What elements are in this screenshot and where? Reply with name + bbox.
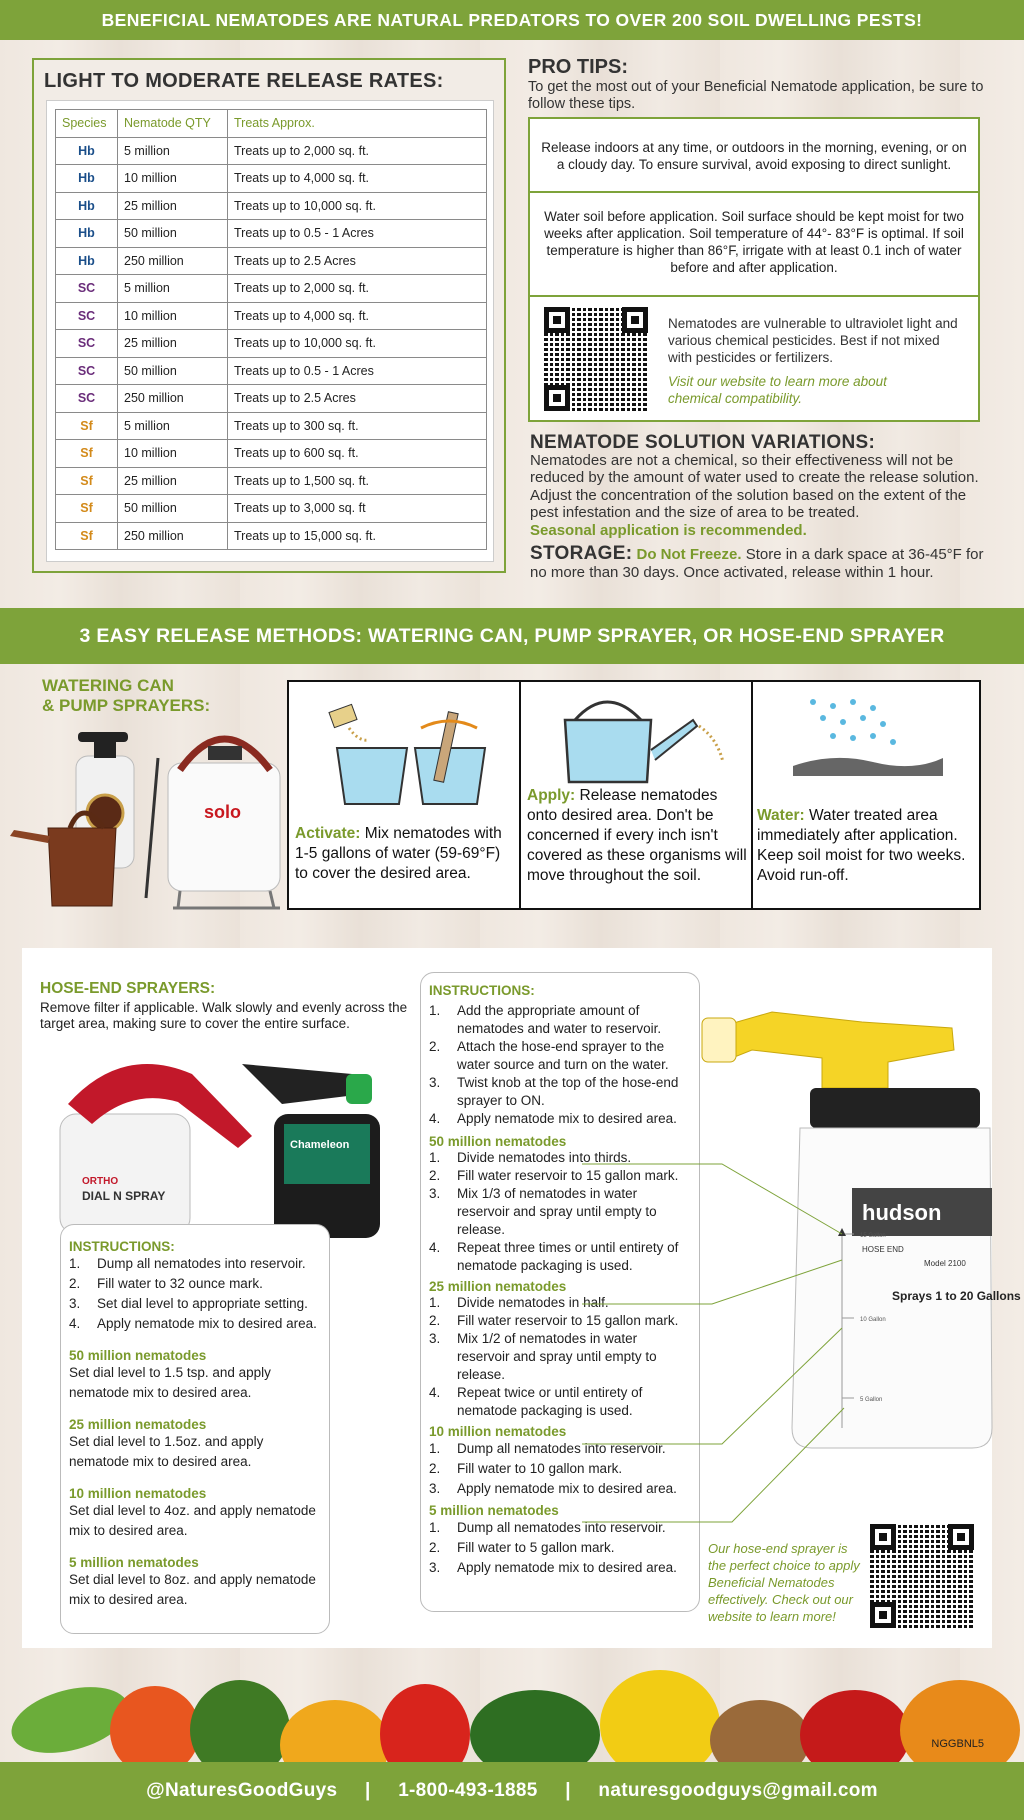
- qty-cell: 25 million: [118, 330, 228, 358]
- treats-cell: Treats up to 0.5 - 1 Acres: [228, 357, 487, 385]
- list-item-text: Fill water reservoir to 15 gallon mark.: [457, 1313, 679, 1328]
- s5-title: 5 million nematodes: [429, 1503, 559, 1518]
- seasonal-note: Seasonal application is recommended.: [530, 521, 807, 539]
- product-code: NGGBNL5: [931, 1738, 984, 1750]
- list-item: 3. Apply nematode mix to desired area.: [429, 1481, 677, 1496]
- ortho-name: DIAL N SPRAY: [82, 1189, 166, 1203]
- table-row: [56, 165, 487, 193]
- dial-section-text: Set dial level to 4oz. and apply nematode mix to desired area.: [69, 1503, 316, 1538]
- chameleon-name: Chameleon: [290, 1139, 350, 1151]
- list-item-text: Fill water reservoir to 15 gallon mark.: [457, 1168, 679, 1183]
- hudson-instructions-title: INSTRUCTIONS:: [429, 983, 535, 998]
- solo-logo: solo: [204, 802, 242, 822]
- species-cell: Hb: [56, 192, 118, 220]
- qty-cell: 5 million: [118, 412, 228, 440]
- top-banner-text: BENEFICIAL NEMATODES ARE NATURAL PREDATORS TO OVER 200 SOIL DWELLING PESTS!: [101, 10, 923, 30]
- qr-code-icon[interactable]: [544, 307, 648, 411]
- qty-cell: 50 million: [118, 495, 228, 523]
- species-cell: Hb: [56, 247, 118, 275]
- table-row: [56, 412, 487, 440]
- list-item: 3. Set dial level to appropriate setting.: [69, 1296, 308, 1311]
- hudson-sprays: Sprays 1 to 20 Gallons: [892, 1289, 1021, 1303]
- species-cell: SC: [56, 330, 118, 358]
- list-item-text: Dump all nematodes into reservoir.: [457, 1520, 666, 1535]
- list-item: 2. Fill water to 5 gallon mark.: [429, 1540, 615, 1555]
- species-cell: Sf: [56, 522, 118, 550]
- table-row: [56, 522, 487, 550]
- water-text: Water treated area immediately after application. Keep soil moist for two weeks. Avoid run-off.: [757, 807, 966, 884]
- storage-warning: Do Not Freeze.: [636, 546, 742, 563]
- tip-water-soil: Water soil before application. Soil surface should be kept moist for two weeks after application. Soil temperature of 44°- 83°F is optimal. If soil temperature is higher than 86°F, irrigate with at least 0.1 inch of water before and after application.: [544, 209, 964, 275]
- hose-sprayers-image: [52, 1044, 412, 1244]
- buckets-mix-icon: [319, 692, 499, 812]
- hudson-model: Model 2100: [924, 1259, 966, 1268]
- dial-instructions-title: INSTRUCTIONS:: [69, 1239, 175, 1254]
- pro-tips-header: [528, 56, 988, 113]
- list-item-text: Add the appropriate amount of nematodes and water to reservoir.: [457, 1003, 662, 1036]
- species-cell: SC: [56, 385, 118, 413]
- watering-title-line1: WATERING CAN: [42, 676, 174, 695]
- release-steps-box: [287, 680, 981, 910]
- table-row: [56, 495, 487, 523]
- qty-cell: 10 million: [118, 302, 228, 330]
- pro-tips-title: PRO TIPS:: [528, 56, 629, 78]
- species-cell: Sf: [56, 412, 118, 440]
- dial-instructions-box: [60, 1224, 330, 1634]
- leader-lines: [582, 1148, 852, 1528]
- list-item-text: Dump all nematodes into reservoir.: [97, 1256, 306, 1271]
- species-cell: SC: [56, 302, 118, 330]
- vegetables-image: [0, 1650, 1024, 1762]
- footer-email[interactable]: naturesgoodguys@gmail.com: [598, 1780, 878, 1801]
- pro-tips-intro: To get the most out of your Beneficial Nematode application, be sure to follow these tips.: [528, 79, 984, 112]
- qty-cell: 10 million: [118, 440, 228, 468]
- species-cell: SC: [56, 357, 118, 385]
- table-row: [56, 275, 487, 303]
- dial-section-title: 10 million nematodes: [69, 1486, 207, 1501]
- list-item-text: Repeat twice or until entirety of nematode packaging is used.: [457, 1385, 643, 1418]
- chemical-compat-link[interactable]: Visit our website to learn more about chemical compatibility.: [668, 374, 887, 406]
- list-item-text: Fill water to 32 ounce mark.: [97, 1276, 263, 1291]
- footer-separator: |: [565, 1780, 571, 1801]
- species-cell: Sf: [56, 495, 118, 523]
- list-item-text: Apply nematode mix to desired area.: [457, 1560, 677, 1575]
- list-item: 4. Apply nematode mix to desired area.: [69, 1316, 317, 1331]
- species-cell: Sf: [56, 467, 118, 495]
- treats-cell: Treats up to 4,000 sq. ft.: [228, 165, 487, 193]
- species-cell: SC: [56, 275, 118, 303]
- list-item: 1. Divide nematodes in half.: [429, 1295, 609, 1310]
- water-desc: [757, 806, 977, 886]
- qty-cell: 250 million: [118, 522, 228, 550]
- hose-title: HOSE-END SPRAYERS:: [40, 980, 216, 997]
- table-row: [56, 330, 487, 358]
- table-row: [56, 467, 487, 495]
- footer-handle[interactable]: @NaturesGoodGuys: [146, 1780, 338, 1801]
- release-rates-title: LIGHT TO MODERATE RELEASE RATES:: [44, 70, 444, 92]
- list-item: 2. Attach the hose-end sprayer to the water source and turn on the water.: [429, 1039, 669, 1072]
- treats-cell: Treats up to 1,500 sq. ft.: [228, 467, 487, 495]
- list-item-text: Attach the hose-end sprayer to the water source and turn on the water.: [457, 1039, 669, 1072]
- list-item: 1. Add the appropriate amount of nematodes and water to reservoir.: [429, 1003, 662, 1036]
- table-row: [56, 302, 487, 330]
- list-item-text: Apply nematode mix to desired area.: [97, 1316, 317, 1331]
- treats-cell: Treats up to 300 sq. ft.: [228, 412, 487, 440]
- methods-banner: [0, 608, 1024, 664]
- storage-body: Store in a dark space at 36-45°F for no more than 30 days. Once activated, release within 1 hour.: [530, 546, 984, 581]
- qty-cell: 5 million: [118, 275, 228, 303]
- dial-section-text: Set dial level to 1.5oz. and apply nematode mix to desired area.: [69, 1434, 264, 1469]
- treats-cell: Treats up to 3,000 sq. ft: [228, 495, 487, 523]
- qr-code-icon[interactable]: [870, 1524, 974, 1628]
- dial-section: [69, 1348, 321, 1403]
- methods-banner-text: 3 EASY RELEASE METHODS: WATERING CAN, PUMP SPRAYER, OR HOSE-END SPRAYER: [79, 625, 945, 647]
- qty-cell: 250 million: [118, 247, 228, 275]
- mark-5: 5 Gallon: [860, 1397, 883, 1403]
- tip-divider: [530, 191, 978, 193]
- qty-cell: 50 million: [118, 357, 228, 385]
- species-cell: Hb: [56, 220, 118, 248]
- hudson-brand: hudson: [862, 1200, 942, 1225]
- list-item-text: Fill water to 10 gallon mark.: [457, 1461, 623, 1476]
- watering-title: [42, 676, 210, 716]
- list-item: 4. Repeat three times or until entirety of nematode packaging is used.: [429, 1240, 679, 1273]
- table-row: [56, 220, 487, 248]
- qty-cell: 250 million: [118, 385, 228, 413]
- dial-section: [69, 1417, 321, 1472]
- activate-label: Activate:: [295, 825, 361, 842]
- table-row: [56, 440, 487, 468]
- treats-cell: Treats up to 2,000 sq. ft.: [228, 137, 487, 165]
- list-item: 2. Fill water to 10 gallon mark.: [429, 1461, 623, 1476]
- tip-release-time: Release indoors at any time, or outdoors in the morning, evening, or on a cloudy day. To ensure survival, avoid exposing to direct sunlight.: [541, 140, 967, 172]
- s50-title: 50 million nematodes: [429, 1134, 567, 1149]
- step-apply: [521, 682, 753, 908]
- treats-cell: Treats up to 4,000 sq. ft.: [228, 302, 487, 330]
- list-item-text: Fill water to 5 gallon mark.: [457, 1540, 615, 1555]
- tip-divider: [530, 295, 978, 297]
- ortho-brand: ORTHO: [82, 1176, 119, 1187]
- list-item-text: Divide nematodes in half.: [457, 1295, 609, 1310]
- list-item-text: Mix 1/3 of nematodes in water reservoir and spray until empty to release.: [457, 1186, 657, 1237]
- dial-section-title: 25 million nematodes: [69, 1417, 207, 1432]
- pro-tips-box: [528, 117, 980, 422]
- dial-section-title: 50 million nematodes: [69, 1348, 207, 1363]
- treats-cell: Treats up to 2,000 sq. ft.: [228, 275, 487, 303]
- list-item: 3. Mix 1/2 of nematodes in water reservoir and spray until empty to release.: [429, 1331, 657, 1382]
- treats-cell: Treats up to 0.5 - 1 Acres: [228, 220, 487, 248]
- storage-block: [530, 545, 992, 581]
- watering-title-line2: & PUMP SPRAYERS:: [42, 696, 211, 715]
- species-cell: Hb: [56, 165, 118, 193]
- treats-cell: Treats up to 2.5 Acres: [228, 385, 487, 413]
- step-water: [753, 682, 979, 908]
- table-row: [56, 357, 487, 385]
- solution-variations: [530, 434, 992, 581]
- col-qty: Nematode QTY: [118, 110, 228, 138]
- table-header-row: [56, 110, 487, 138]
- list-item: 4. Repeat twice or until entirety of nematode packaging is used.: [429, 1385, 643, 1418]
- list-item-text: Twist knob at the top of the hose-end sprayer to ON.: [457, 1075, 679, 1108]
- footer-separator: |: [364, 1780, 371, 1801]
- mark-15: 15 Gallon: [860, 1233, 886, 1239]
- hose-intro: Remove filter if applicable. Walk slowly and evenly across the target area, making sure to cover the entire surface.: [40, 1000, 408, 1031]
- apply-desc: [527, 786, 749, 886]
- release-rates-table-wrap: [46, 100, 494, 562]
- col-treats: Treats Approx.: [228, 110, 487, 138]
- hose-end-panel: [22, 948, 1021, 1648]
- treats-cell: Treats up to 2.5 Acres: [228, 247, 487, 275]
- step-activate: [289, 682, 521, 908]
- s10-title: 10 million nematodes: [429, 1424, 567, 1439]
- hudson-steps-list: [429, 1002, 691, 1128]
- apply-label: Apply:: [527, 787, 576, 804]
- list-item: 1. Divide nematodes into thirds.: [429, 1150, 632, 1165]
- list-item: 1. Dump all nematodes into reservoir.: [69, 1256, 306, 1271]
- qty-cell: 25 million: [118, 192, 228, 220]
- release-rates-table: [55, 109, 487, 550]
- dial-steps-list: [69, 1254, 321, 1334]
- sprayer-products-image: [8, 718, 288, 918]
- mark-10: 10 Gallon: [860, 1317, 886, 1323]
- table-row: [56, 137, 487, 165]
- list-item-text: Set dial level to appropriate setting.: [97, 1296, 308, 1311]
- dial-section-text: Set dial level to 1.5 tsp. and apply nematode mix to desired area.: [69, 1365, 271, 1400]
- list-item-text: Dump all nematodes into reservoir.: [457, 1441, 666, 1456]
- list-item: 3. Mix 1/3 of nematodes in water reservoir and spray until empty to release.: [429, 1186, 657, 1237]
- dial-section: [69, 1555, 321, 1610]
- list-item: 4. Apply nematode mix to desired area.: [429, 1111, 677, 1126]
- dial-section: [69, 1486, 321, 1541]
- table-row: [56, 385, 487, 413]
- top-banner: [0, 0, 1024, 40]
- list-item: 1. Dump all nematodes into reservoir.: [429, 1441, 666, 1456]
- table-row: [56, 247, 487, 275]
- list-item-text: Mix 1/2 of nematodes in water reservoir and spray until empty to release.: [457, 1331, 657, 1382]
- hudson-promo: Our hose-end sprayer is the perfect choice to apply Beneficial Nematodes effectively. Check out our website to learn more!: [708, 1541, 860, 1624]
- footer-phone[interactable]: 1-800-493-1885: [398, 1780, 538, 1801]
- water-label: Water:: [757, 807, 805, 824]
- watering-can-icon: [551, 690, 731, 790]
- list-item-text: Repeat three times or until entirety of nematode packaging is used.: [457, 1240, 679, 1273]
- treats-cell: Treats up to 15,000 sq. ft.: [228, 522, 487, 550]
- footer-banner: [0, 1762, 1024, 1820]
- dial-section-title: 5 million nematodes: [69, 1555, 199, 1570]
- treats-cell: Treats up to 10,000 sq. ft.: [228, 192, 487, 220]
- hudson-sub: HOSE END: [862, 1245, 904, 1254]
- storage-label: STORAGE:: [530, 543, 633, 564]
- list-item-text: Apply nematode mix to desired area.: [457, 1111, 677, 1126]
- activate-desc: [295, 824, 515, 884]
- s25-title: 25 million nematodes: [429, 1279, 567, 1294]
- list-item: 1. Dump all nematodes into reservoir.: [429, 1520, 666, 1535]
- list-item: 2. Fill water reservoir to 15 gallon mark.: [429, 1313, 679, 1328]
- dial-section-text: Set dial level to 8oz. and apply nematode mix to desired area.: [69, 1572, 316, 1607]
- species-cell: Sf: [56, 440, 118, 468]
- tip-uv-text: Nematodes are vulnerable to ultraviolet light and various chemical pesticides. Best if not mixed with pesticides or fertilizers.: [668, 316, 958, 365]
- solution-body: Nematodes are not a chemical, so their effectiveness will not be reduced by the amount of water used to create the release solution. Adjust the concentration of the solution based on the extent of the pest infestation and the size of area to be treated.: [530, 451, 979, 521]
- list-item: 2. Fill water reservoir to 15 gallon mark.: [429, 1168, 679, 1183]
- treats-cell: Treats up to 10,000 sq. ft.: [228, 330, 487, 358]
- list-item-text: Divide nematodes into thirds.: [457, 1150, 632, 1165]
- solution-title: NEMATODE SOLUTION VARIATIONS:: [530, 432, 876, 453]
- list-item: 2. Fill water to 32 ounce mark.: [69, 1276, 263, 1291]
- water-drops-icon: [793, 696, 943, 786]
- col-species: Species: [56, 110, 118, 138]
- qty-cell: 25 million: [118, 467, 228, 495]
- treats-cell: Treats up to 600 sq. ft.: [228, 440, 487, 468]
- species-cell: Hb: [56, 137, 118, 165]
- activate-text: Mix nematodes with 1-5 gallons of water (59-69°F) to cover the desired area.: [295, 825, 502, 882]
- qty-cell: 50 million: [118, 220, 228, 248]
- list-item: 3. Apply nematode mix to desired area.: [429, 1560, 677, 1575]
- list-item: 3. Twist knob at the top of the hose-end sprayer to ON.: [429, 1075, 679, 1108]
- qty-cell: 5 million: [118, 137, 228, 165]
- release-rates-panel: [32, 58, 506, 573]
- table-row: [56, 192, 487, 220]
- list-item-text: Apply nematode mix to desired area.: [457, 1481, 677, 1496]
- qty-cell: 10 million: [118, 165, 228, 193]
- apply-text: Release nematodes onto desired area. Don't be concerned if every inch isn't covered as these organisms will move throughout the soil.: [527, 787, 747, 884]
